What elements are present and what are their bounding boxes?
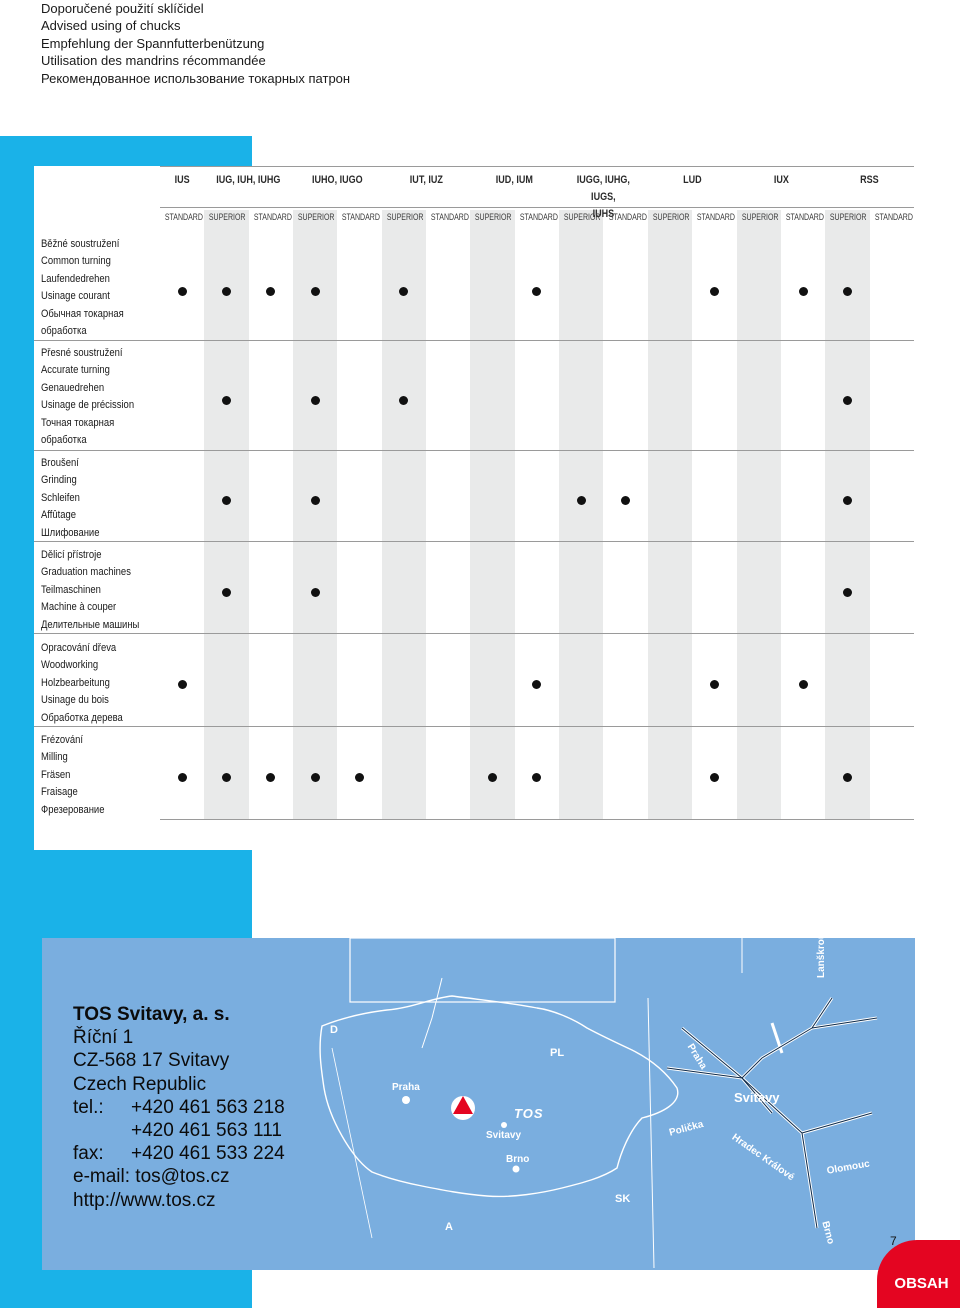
recommended-dot: [843, 588, 852, 597]
recommended-dot: [311, 396, 320, 405]
superior-column-shade: [470, 210, 514, 819]
row-separator: [34, 450, 914, 451]
row-label-line: Schleifen: [41, 491, 80, 504]
grade-subheader: SUPERIOR: [475, 212, 512, 222]
group-header: [212, 172, 285, 189]
table-top-rule: [160, 166, 914, 167]
email-link[interactable]: e-mail: tos@tos.cz: [73, 1166, 230, 1188]
group-header: [164, 172, 200, 189]
group-header-label: IUD, IUM: [496, 174, 534, 186]
fax-row: [73, 1142, 285, 1165]
map-city-praha: Praha: [392, 1082, 420, 1093]
grade-subheader: STANDARD: [164, 212, 203, 222]
header-rule: [160, 207, 914, 208]
row-label-line: Teilmaschinen: [41, 583, 101, 596]
tel-row: [73, 1096, 285, 1119]
map-city-brno: Brno: [506, 1154, 530, 1165]
grade-subheader: SUPERIOR: [209, 212, 246, 222]
group-header-label: IUX: [773, 174, 789, 186]
row-label-line: Grinding: [41, 474, 77, 487]
grade-subheader: STANDARD: [519, 212, 558, 222]
address-street: Říční 1: [73, 1027, 134, 1049]
row-label-line: Фрезерование: [41, 803, 105, 816]
grade-subheader: SUPERIOR: [297, 212, 335, 222]
recommended-dot: [843, 287, 852, 296]
road-label-hradec: Hradec Králové: [729, 1132, 797, 1184]
recommended-dot: [710, 773, 719, 782]
recommended-dot: [799, 680, 808, 689]
recommended-dot: [311, 287, 320, 296]
recommended-dot: [311, 773, 320, 782]
grade-subheader: STANDARD: [342, 212, 381, 222]
grade-subheader: STANDARD: [874, 212, 913, 222]
row-label-line: Шлифование: [41, 526, 100, 539]
row-label-line: Machine à couper: [41, 601, 117, 614]
group-header-label: IUGG, IUHG, IUGS,: [576, 174, 631, 203]
row-separator: [34, 340, 914, 341]
grade-subheader: SUPERIOR: [741, 212, 779, 222]
title-ru: Рекомендованное использование токарных патрон: [41, 70, 351, 86]
recommended-dot: [843, 773, 852, 782]
group-header: [656, 172, 729, 189]
grade-subheader: STANDARD: [608, 212, 647, 222]
tel-number-2: +420 461 563 111: [131, 1120, 282, 1142]
recommended-dot: [710, 287, 719, 296]
grade-subheader: STANDARD: [785, 212, 824, 222]
row-label-line: Affûtage: [41, 509, 77, 522]
table-bottom-rule: [160, 819, 914, 820]
map-label-pl: PL: [550, 1047, 565, 1059]
recommended-dot: [178, 773, 187, 782]
row-separator: [34, 633, 914, 634]
map-label-de: D: [330, 1024, 338, 1036]
chuck-usage-table: [160, 166, 914, 820]
superior-column-shade: [648, 210, 692, 819]
superior-column-shade: [293, 210, 337, 819]
map-city-svitavy: Svitavy: [486, 1130, 522, 1141]
recommended-dot: [222, 287, 231, 296]
row-label-line: Обработка дерева: [41, 711, 123, 724]
road-label-lanskroun: Lanškroun: [816, 926, 827, 978]
grade-subheader: SUPERIOR: [830, 212, 867, 222]
row-label-line: Běžné soustružení: [41, 238, 120, 250]
tel-label: tel.:: [73, 1096, 104, 1118]
row-label-line: Woodworking: [41, 659, 99, 672]
superior-column-shade: [204, 210, 248, 819]
group-header-label: IUS: [174, 174, 190, 186]
recommended-dot: [311, 588, 320, 597]
row-label-line: Common turning: [41, 255, 111, 268]
title-en: Advised using of chucks: [41, 18, 181, 34]
recommended-dot: [621, 496, 630, 505]
recommended-dot: [222, 396, 231, 405]
page-titles: [41, 0, 350, 87]
recommended-dot: [488, 773, 497, 782]
superior-column-shade: [382, 210, 426, 819]
recommended-dot: [532, 287, 541, 296]
road-label-svitavy: Svitavy: [734, 1090, 780, 1105]
row-label-line: Genauedrehen: [41, 381, 105, 394]
row-label-line: Fräsen: [41, 768, 71, 781]
road-label-brno: Brno: [819, 1220, 837, 1246]
row-label-line: Fraisage: [41, 786, 78, 799]
recommended-dot: [266, 773, 275, 782]
grade-subheader: SUPERIOR: [563, 212, 601, 222]
usage-row-label: [41, 547, 139, 634]
grade-subheader: STANDARD: [430, 212, 470, 222]
usage-row-label: [41, 455, 99, 542]
row-label-line: Usinage courant: [41, 290, 110, 303]
row-label-line: Opracování dřeva: [41, 642, 117, 654]
row-label-line: обработка: [41, 434, 87, 447]
group-header: [478, 172, 551, 189]
group-header: [390, 172, 463, 189]
row-label-line: Делительные машины: [41, 618, 140, 631]
title-cs: Doporučené použití sklíčidel: [41, 1, 204, 16]
grade-subheader: STANDARD: [697, 212, 736, 222]
row-label-line: Milling: [41, 751, 68, 764]
recommended-dot: [843, 496, 852, 505]
group-header-label-line2: IUHS: [592, 208, 615, 220]
row-label-line: Laufendedrehen: [41, 272, 110, 285]
usage-row-label: [41, 732, 104, 819]
row-label-line: Frézování: [41, 734, 84, 746]
address-country: Czech Republic: [73, 1073, 207, 1095]
tel-number-1: +420 461 563 218: [131, 1096, 285, 1118]
tos-logo-icon: TOS: [514, 1106, 544, 1121]
group-header-label: IUG, IUH, IUHG: [216, 174, 281, 186]
map-label-at: A: [445, 1221, 453, 1233]
website-link[interactable]: http://www.tos.cz: [73, 1189, 216, 1211]
superior-column-shade: [825, 210, 869, 819]
grade-subheader: SUPERIOR: [386, 212, 424, 222]
fax-label: fax:: [73, 1143, 104, 1165]
fax-number: +420 461 533 224: [131, 1143, 285, 1165]
group-header-label: IUT, IUZ: [409, 174, 443, 186]
recommended-dot: [266, 287, 275, 296]
grade-subheader: STANDARD: [253, 212, 292, 222]
row-label-line: Přesné soustružení: [41, 347, 123, 359]
row-separator: [34, 726, 914, 727]
recommended-dot: [799, 287, 808, 296]
recommended-dot: [178, 287, 187, 296]
usage-row-label: [41, 640, 123, 727]
road-label-policka: Polička: [668, 1118, 705, 1139]
recommended-dot: [399, 287, 408, 296]
group-header: [833, 172, 906, 189]
grade-subheader: SUPERIOR: [652, 212, 690, 222]
recommended-dot: [399, 396, 408, 405]
row-separator: [34, 541, 914, 542]
recommended-dot: [178, 680, 187, 689]
row-label-line: Graduation machines: [41, 566, 131, 579]
group-header: [745, 172, 818, 189]
row-label-line: обработка: [41, 325, 87, 338]
recommended-dot: [222, 588, 231, 597]
group-header-label: LUD: [682, 174, 702, 186]
row-label-line: Dělicí přístroje: [41, 549, 102, 561]
recommended-dot: [577, 496, 586, 505]
row-label-line: Accurate turning: [41, 364, 110, 377]
recommended-dot: [532, 680, 541, 689]
road-label-praha: Praha: [684, 1042, 709, 1072]
group-header: [301, 172, 374, 189]
row-label-line: Broušení: [41, 457, 79, 469]
address-city: CZ-568 17 Svitavy: [73, 1050, 230, 1072]
usage-row-label: [41, 236, 124, 340]
title-fr: Utilisation des mandrins récommandée: [41, 53, 266, 69]
tel-row-2: [73, 1119, 285, 1142]
recommended-dot: [710, 680, 719, 689]
group-header-label: RSS: [860, 174, 879, 186]
recommended-dot: [311, 496, 320, 505]
obsah-button[interactable]: OBSAH: [877, 1240, 960, 1308]
row-label-line: Usinage du bois: [41, 694, 109, 707]
contact-block: [73, 1003, 285, 1212]
recommended-dot: [843, 396, 852, 405]
recommended-dot: [222, 496, 231, 505]
row-label-line: Usinage de précission: [41, 399, 135, 412]
page-number: 7: [890, 1234, 897, 1248]
row-label-line: Обычная токарная: [41, 307, 124, 320]
superior-column-shade: [737, 210, 781, 819]
company-name: TOS Svitavy, a. s.: [73, 1004, 230, 1025]
row-label-line: Holzbearbeitung: [41, 676, 110, 689]
recommended-dot: [222, 773, 231, 782]
recommended-dot: [355, 773, 364, 782]
recommended-dot: [532, 773, 541, 782]
road-label-olomouc: Olomouc: [826, 1158, 871, 1177]
title-de: Empfehlung der Spannfutterbenützung: [41, 35, 265, 51]
superior-column-shade: [559, 210, 603, 819]
usage-row-label: [41, 345, 134, 449]
row-label-line: Точная токарная: [41, 416, 115, 429]
group-header-label: IUHO, IUGO: [312, 174, 363, 186]
map-label-sk: SK: [615, 1193, 631, 1205]
